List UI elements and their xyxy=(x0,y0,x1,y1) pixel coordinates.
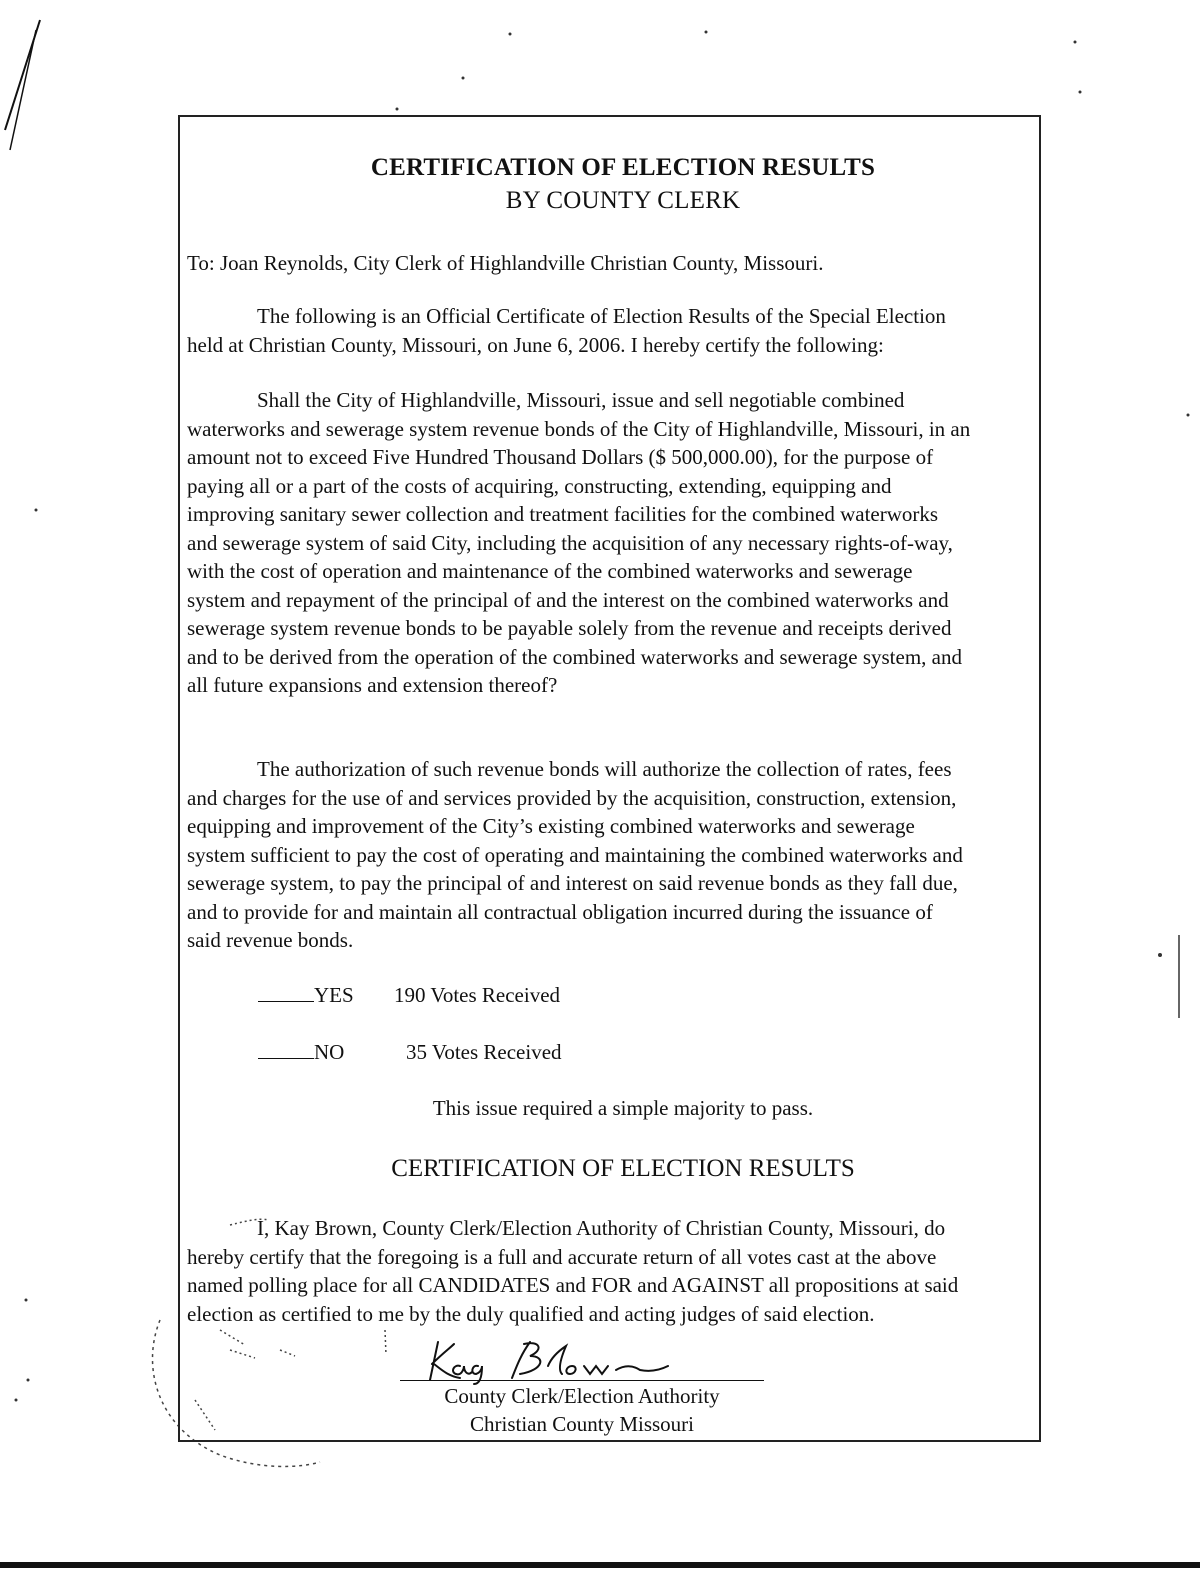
handwritten-signature xyxy=(420,1336,690,1386)
vote-choice: YES xyxy=(314,983,354,1007)
vote-blank xyxy=(258,1038,314,1059)
certification-line: named polling place for all CANDIDATES and FOR and AGAINST all propositions at said xyxy=(187,1273,959,1297)
question-line: and to be derived from the operation of the combined waterworks and sewerage system, and xyxy=(187,644,962,669)
question-line: system and repayment of the principal of and the interest on the combined waterworks and xyxy=(187,587,949,612)
intro-line: held at Christian County, Missouri, on June 6, 2006. I hereby certify the following: xyxy=(187,332,884,357)
question-line: all future expansions and extension thereof? xyxy=(187,673,558,697)
question-line: improving sanitary sewer collection and treatment facilities for the combined waterworks xyxy=(187,502,939,526)
vote-row-yes xyxy=(258,981,560,1009)
majority-note: This issue required a simple majority to pass. xyxy=(432,1096,814,1120)
authorization-paragraph xyxy=(187,755,1067,955)
document-subtitle: BY COUNTY CLERK xyxy=(505,187,741,214)
intro-line: The following is an Official Certificate of Election Results of the Special Election xyxy=(257,304,946,328)
question-line: and sewerage system of said City, including the acquisition of any necessary rights-of-way, xyxy=(187,530,953,555)
authorization-line: The authorization of such revenue bonds will authorize the collection of rates, fees xyxy=(257,757,952,781)
certification-line: hereby certify that the foregoing is a full and accurate return of all votes cast at the above xyxy=(187,1244,937,1269)
question-line: sewerage system revenue bonds to be payable solely from the revenue and receipts derived xyxy=(187,616,952,640)
question-line: with the cost of operation and maintenance of the combined waterworks and sewerage xyxy=(187,559,913,583)
question-line: amount not to exceed Five Hundred Thousand Dollars ($ 500,000.00), for the purpose of xyxy=(187,445,934,469)
vote-result: 35 Votes Received xyxy=(406,1040,562,1064)
vote-blank xyxy=(258,981,314,1002)
authorization-line: and to provide for and maintain all contractual obligation incurred during the issuance of xyxy=(187,899,933,924)
signature-jurisdiction: Christian County Missouri xyxy=(469,1412,695,1436)
question-line: waterworks and sewerage system revenue bonds of the City of Highlandville, Missouri, in an xyxy=(187,416,971,441)
authorization-line: sewerage system, to pay the principal of and interest on said revenue bonds as they fall due, xyxy=(187,871,958,895)
vote-choice: NO xyxy=(314,1040,345,1064)
document-title: CERTIFICATION OF ELECTION RESULTS xyxy=(370,154,876,181)
certification-statement xyxy=(187,1214,1067,1328)
authorization-line: and charges for the use of and services provided by the acquisition, construction, extension, xyxy=(187,785,957,810)
page-edge xyxy=(0,1562,1200,1568)
signature-title: County Clerk/Election Authority xyxy=(444,1384,720,1408)
authorization-line: said revenue bonds. xyxy=(187,928,354,952)
certification-line: election as certified to me by the duly qualified and acting judges of said election. xyxy=(187,1301,875,1326)
question-line: Shall the City of Highlandville, Missouri, issue and sell negotiable combined xyxy=(257,388,905,412)
signature-line xyxy=(400,1380,764,1381)
authorization-line: equipping and improvement of the City’s existing combined waterworks and sewerage xyxy=(187,814,915,838)
ballot-question xyxy=(187,386,1067,700)
vote-row-no xyxy=(258,1038,562,1066)
certification-line: I, Kay Brown, County Clerk/Election Authority of Christian County, Missouri, do xyxy=(257,1216,946,1240)
certification-title: CERTIFICATION OF ELECTION RESULTS xyxy=(391,1155,855,1182)
vote-result: 190 Votes Received xyxy=(394,983,561,1007)
question-line: paying all or a part of the costs of acquiring, constructing, extending, equipping and xyxy=(187,473,892,498)
intro-paragraph xyxy=(187,302,1067,359)
authorization-line: system sufficient to pay the cost of operating and maintaining the combined waterworks and xyxy=(187,842,963,867)
addressee: To: Joan Reynolds, City Clerk of Highlandville Christian County, Missouri. xyxy=(187,251,824,275)
